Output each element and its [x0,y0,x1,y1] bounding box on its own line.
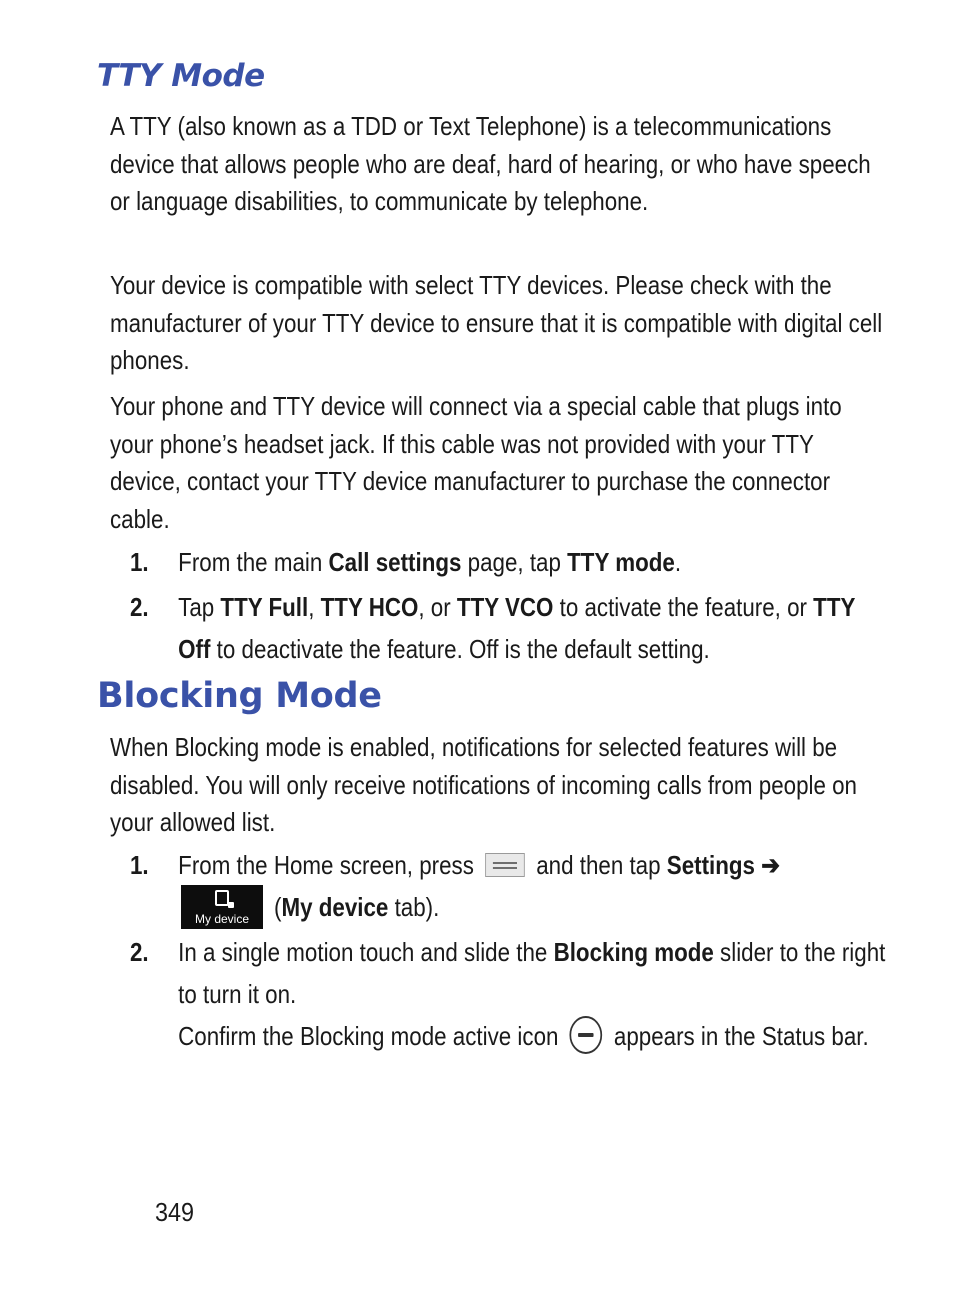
blocking-mode-label: Blocking mode [553,937,714,967]
my-device-tab-label: My device [194,912,250,926]
tty-compatibility-paragraph: Your device is compatible with select TTY devices. Please check with the manufacturer of your TTY device to ensure that it is compatible with digital cell phones. [110,270,883,376]
step-text: In a single motion touch and slide the Blocking mode slider to the right to turn it on. Confirm the Blocking mode active icon appears in the Status bar. [178,931,892,1057]
tty-off-label: TTY Off [178,592,856,664]
my-device-tab-icon [181,885,263,929]
step-number: 2. [130,592,149,622]
tty-full-label: TTY Full [220,592,309,622]
my-device-tab-text: (My device tab). [274,892,440,922]
tty-cable-paragraph: Your phone and TTY device will connect via a special cable that plugs into your phone’s headset jack. If this cable was not provided with your TTY device, contact your TTY device manufacturer to purchase the connector cable. [110,391,842,535]
tty-mode-label: TTY mode [567,547,675,577]
step-text: From the main Call settings page, tap TTY mode. [178,547,682,577]
page-number: 349 [155,1197,195,1227]
step-number: 1. [130,547,149,577]
step-number: 1. [130,850,149,880]
arrow-icon: ➔ [754,850,780,880]
settings-label: Settings [666,850,755,880]
tty-mode-heading: TTY Mode [97,58,265,94]
tty-vco-label: TTY VCO [456,592,554,622]
step-number: 2. [130,937,149,967]
tty-hco-label: TTY HCO [320,592,419,622]
blocking-intro-paragraph: When Blocking mode is enabled, notifications for selected features will be disabled. You will only receive notifications of incoming calls from people on your allowed list. [110,732,858,838]
call-settings-label: Call settings [328,547,462,577]
blocking-mode-icon [570,1016,603,1054]
step-text: From the Home screen, press and then tap Settings ➔ [178,850,780,880]
menu-key-icon [485,853,525,877]
blocking-mode-heading: Blocking Mode [97,676,382,716]
step-text: Tap TTY Full, TTY HCO, or TTY VCO to activate the feature, or TTY Off to deactivate the feature. Off is the default setting. [178,592,856,664]
tty-intro-paragraph: A TTY (also known as a TDD or Text Telephone) is a telecommunications device that allows people who are deaf, hard of hearing, or who have speech or language disabilities, to communicate by telephone. [110,111,871,217]
device-icon [215,890,229,906]
my-device-label: My device [281,892,389,922]
